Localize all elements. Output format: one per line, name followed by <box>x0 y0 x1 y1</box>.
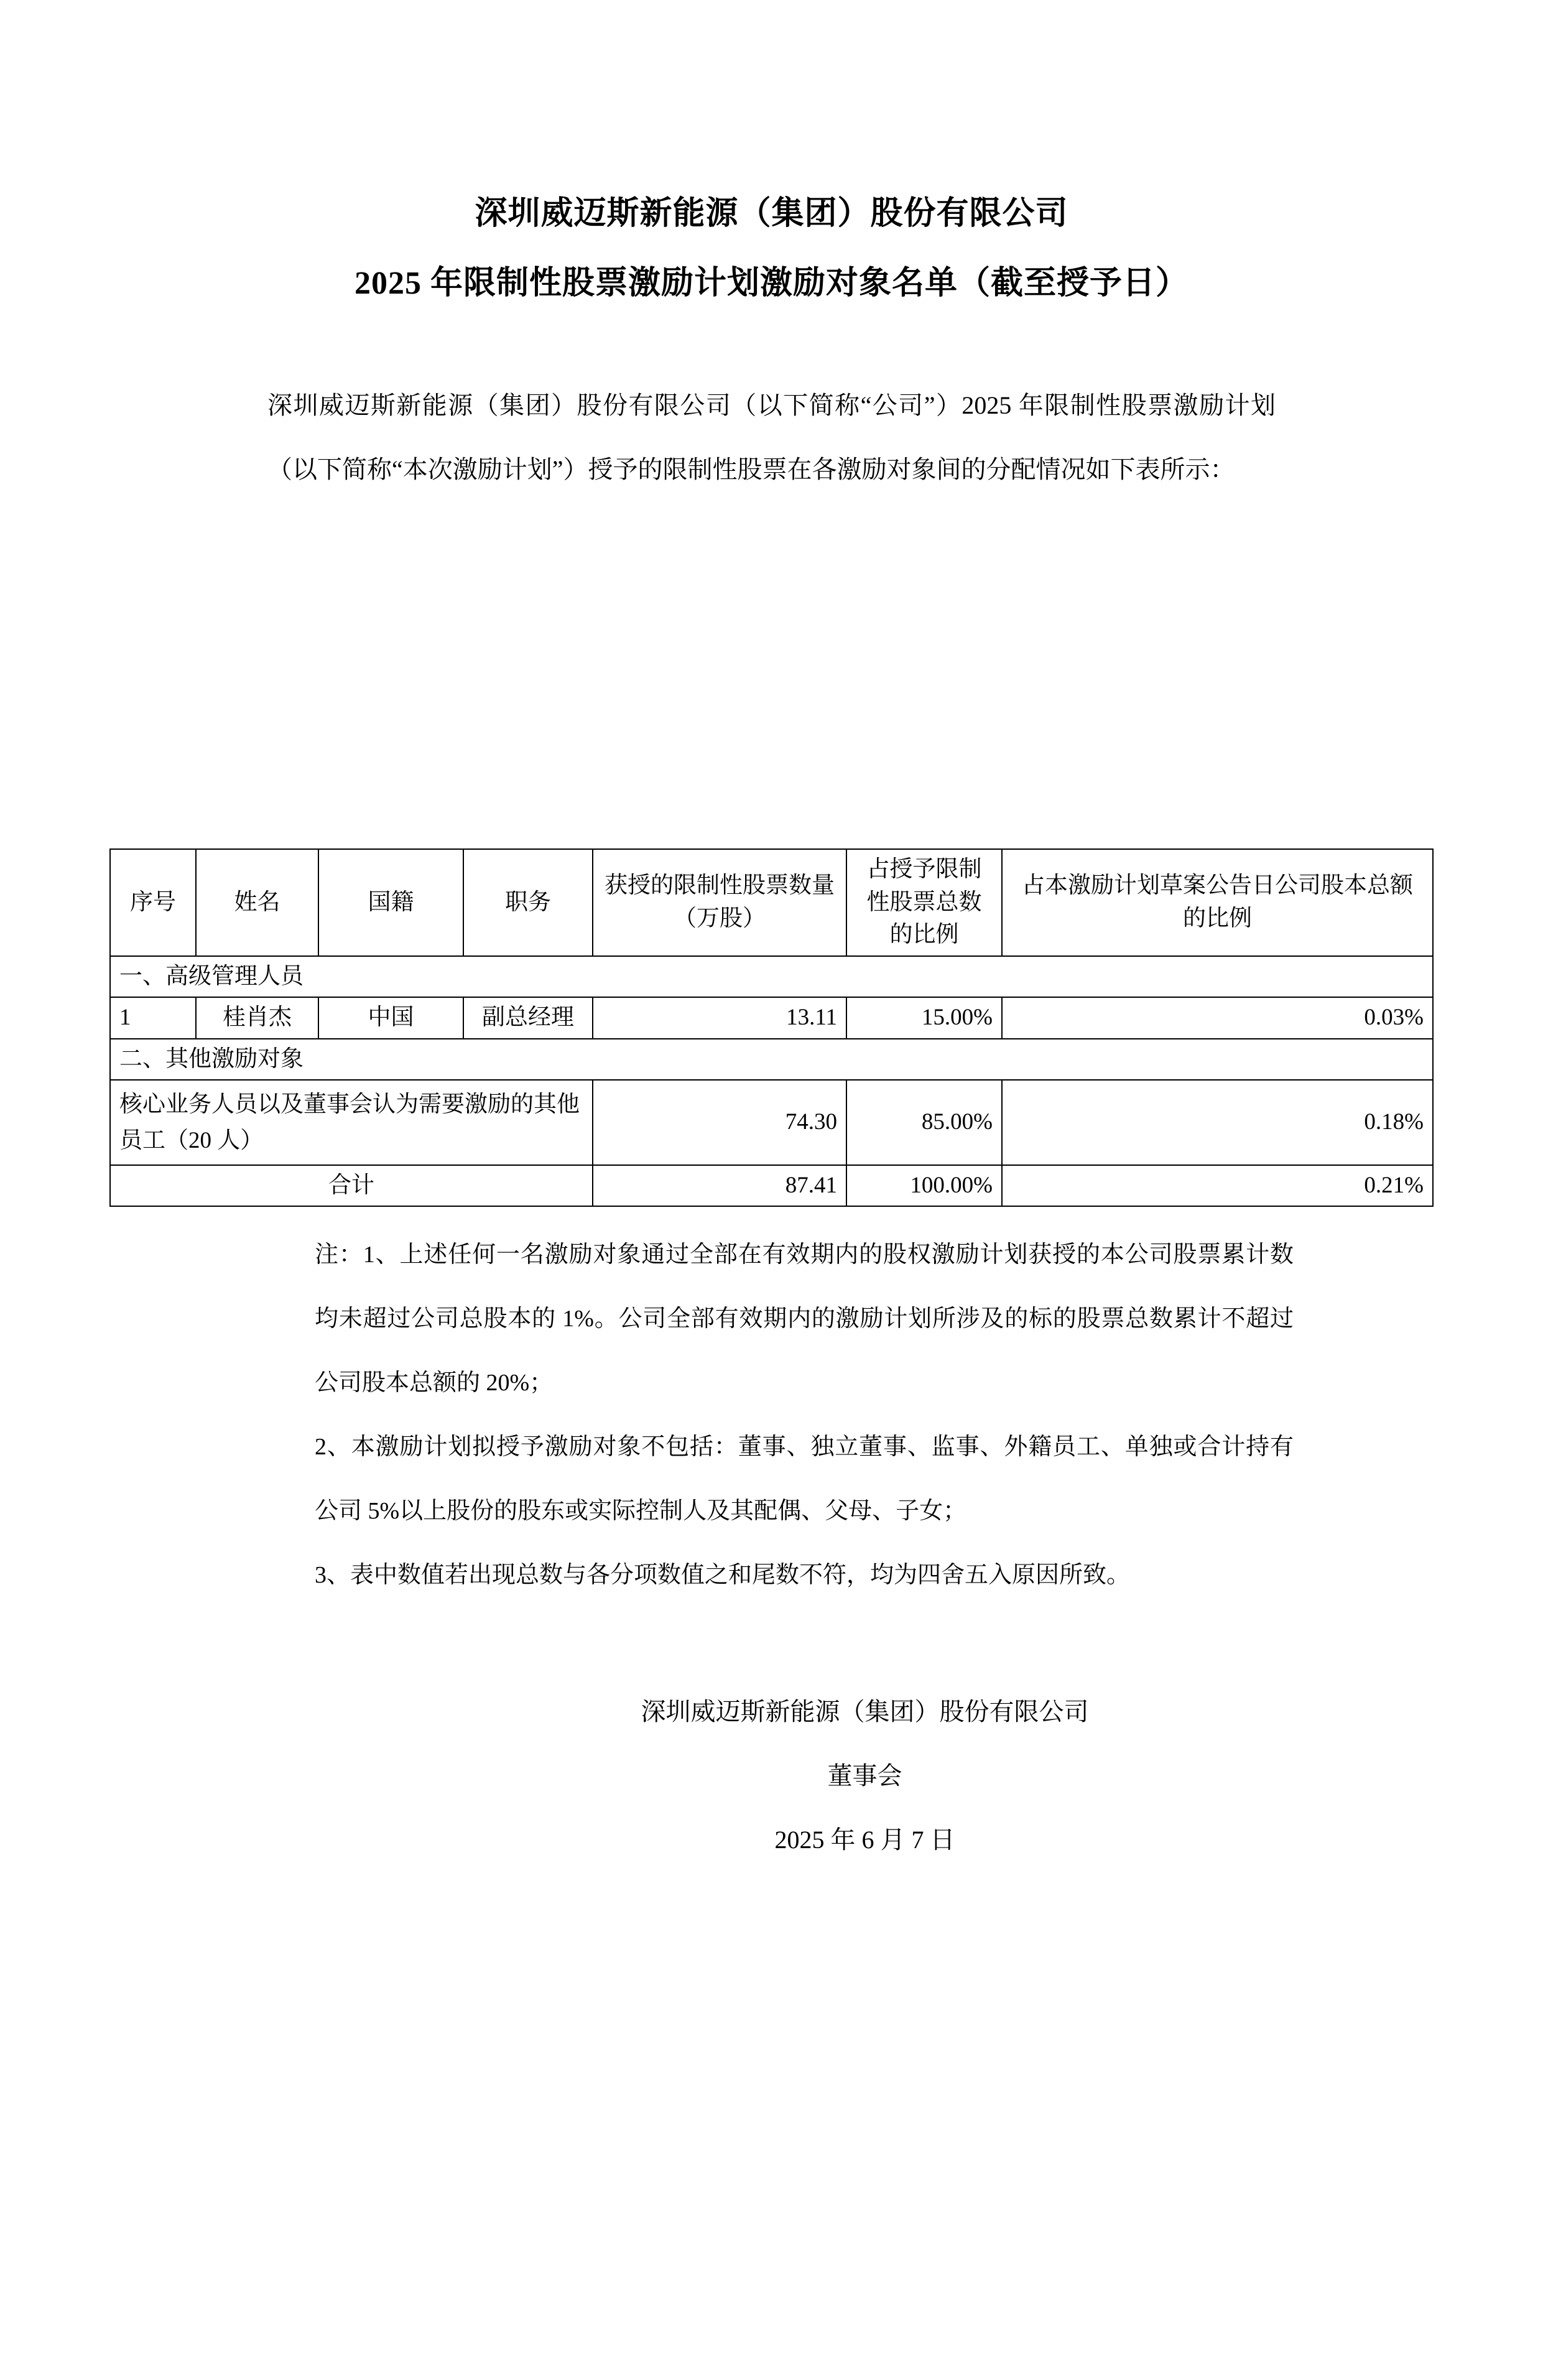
intro-text: 深圳威迈斯新能源（集团）股份有限公司（以下简称“公司”）2025 年限制性股票激励计划（以下简称“本次激励计划”）授予的限制性股票在各激励对象间的分配情况如下表所示： <box>267 391 1276 483</box>
title-block <box>0 198 1543 300</box>
cell-pct-of-capital: 0.18% <box>1002 1080 1433 1165</box>
cell-total-pct-of-capital: 0.21% <box>1002 1165 1433 1207</box>
column-header-shares: 获授的限制性股票数量（万股） <box>593 849 846 956</box>
signature-company: 深圳威迈斯新能源（集团）股份有限公司 <box>641 1698 1089 1726</box>
document-page <box>0 198 1543 2380</box>
signature-board: 董事会 <box>827 1762 902 1790</box>
page-title-line-2: 2025 年限制性股票激励计划激励对象名单（截至授予日） <box>354 266 1189 301</box>
table-header-row <box>110 849 1433 956</box>
section-label-other-participants: 二、其他激励对象 <box>110 1039 1433 1081</box>
note-item-1: 注：1、上述任何一名激励对象通过全部在有效期内的股权激励计划获授的本公司股票累计数均未超过公司总股本的 1%。公司全部有效期内的激励计划所涉及的标的股票总数累计不超过公司股本总额的 20%； <box>315 1242 1294 1396</box>
column-header-pct-of-capital: 占本激励计划草案公告日公司股本总额的比例 <box>1002 849 1433 956</box>
cell-total-pct-of-grant: 100.00% <box>846 1165 1002 1207</box>
cell-shares: 13.11 <box>593 997 846 1039</box>
signature-date: 2025 年 6 月 7 日 <box>774 1826 955 1854</box>
signature-block <box>0 1680 1543 1872</box>
table-section-row-senior-management <box>110 956 1433 998</box>
column-header-nationality: 国籍 <box>318 849 463 956</box>
notes-block <box>267 1223 1294 1607</box>
cell-shares: 74.30 <box>593 1080 846 1165</box>
section-label-senior-management: 一、高级管理人员 <box>110 956 1433 998</box>
cell-nationality: 中国 <box>318 997 463 1039</box>
cell-position: 副总经理 <box>463 997 593 1039</box>
intro-paragraph <box>267 373 1276 501</box>
column-header-seq: 序号 <box>110 849 196 956</box>
cell-name: 桂肖杰 <box>196 997 318 1039</box>
table-row <box>110 997 1433 1039</box>
column-header-position: 职务 <box>463 849 593 956</box>
table-body <box>110 956 1433 1207</box>
column-header-name: 姓名 <box>196 849 318 956</box>
table-section-row-other-participants <box>110 1039 1433 1081</box>
table-total-row <box>110 1165 1433 1207</box>
page-title-line-1: 深圳威迈斯新能源（集团）股份有限公司 <box>475 196 1068 231</box>
column-header-pct-of-grant: 占授予限制性股票总数的比例 <box>846 849 1002 956</box>
table-header <box>110 849 1433 956</box>
grant-allocation-table-wrapper <box>109 848 1432 1207</box>
grant-allocation-table <box>109 848 1434 1207</box>
note-item-2: 2、本激励计划拟授予激励对象不包括：董事、独立董事、监事、外籍员工、单独或合计持有公司 5%以上股份的股东或实际控制人及其配偶、父母、子女； <box>315 1434 1294 1524</box>
cell-pct-of-grant: 15.00% <box>846 997 1002 1039</box>
cell-seq: 1 <box>110 997 196 1039</box>
cell-other-participants-label: 核心业务人员以及董事会认为需要激励的其他员工（20 人） <box>110 1080 593 1165</box>
cell-total-shares: 87.41 <box>593 1165 846 1207</box>
cell-pct-of-grant: 85.00% <box>846 1080 1002 1165</box>
cell-pct-of-capital: 0.03% <box>1002 997 1433 1039</box>
note-item-3: 3、表中数值若出现总数与各分项数值之和尾数不符，均为四舍五入原因所致。 <box>315 1562 1131 1588</box>
table-row <box>110 1080 1433 1165</box>
cell-total-label: 合计 <box>110 1165 593 1207</box>
